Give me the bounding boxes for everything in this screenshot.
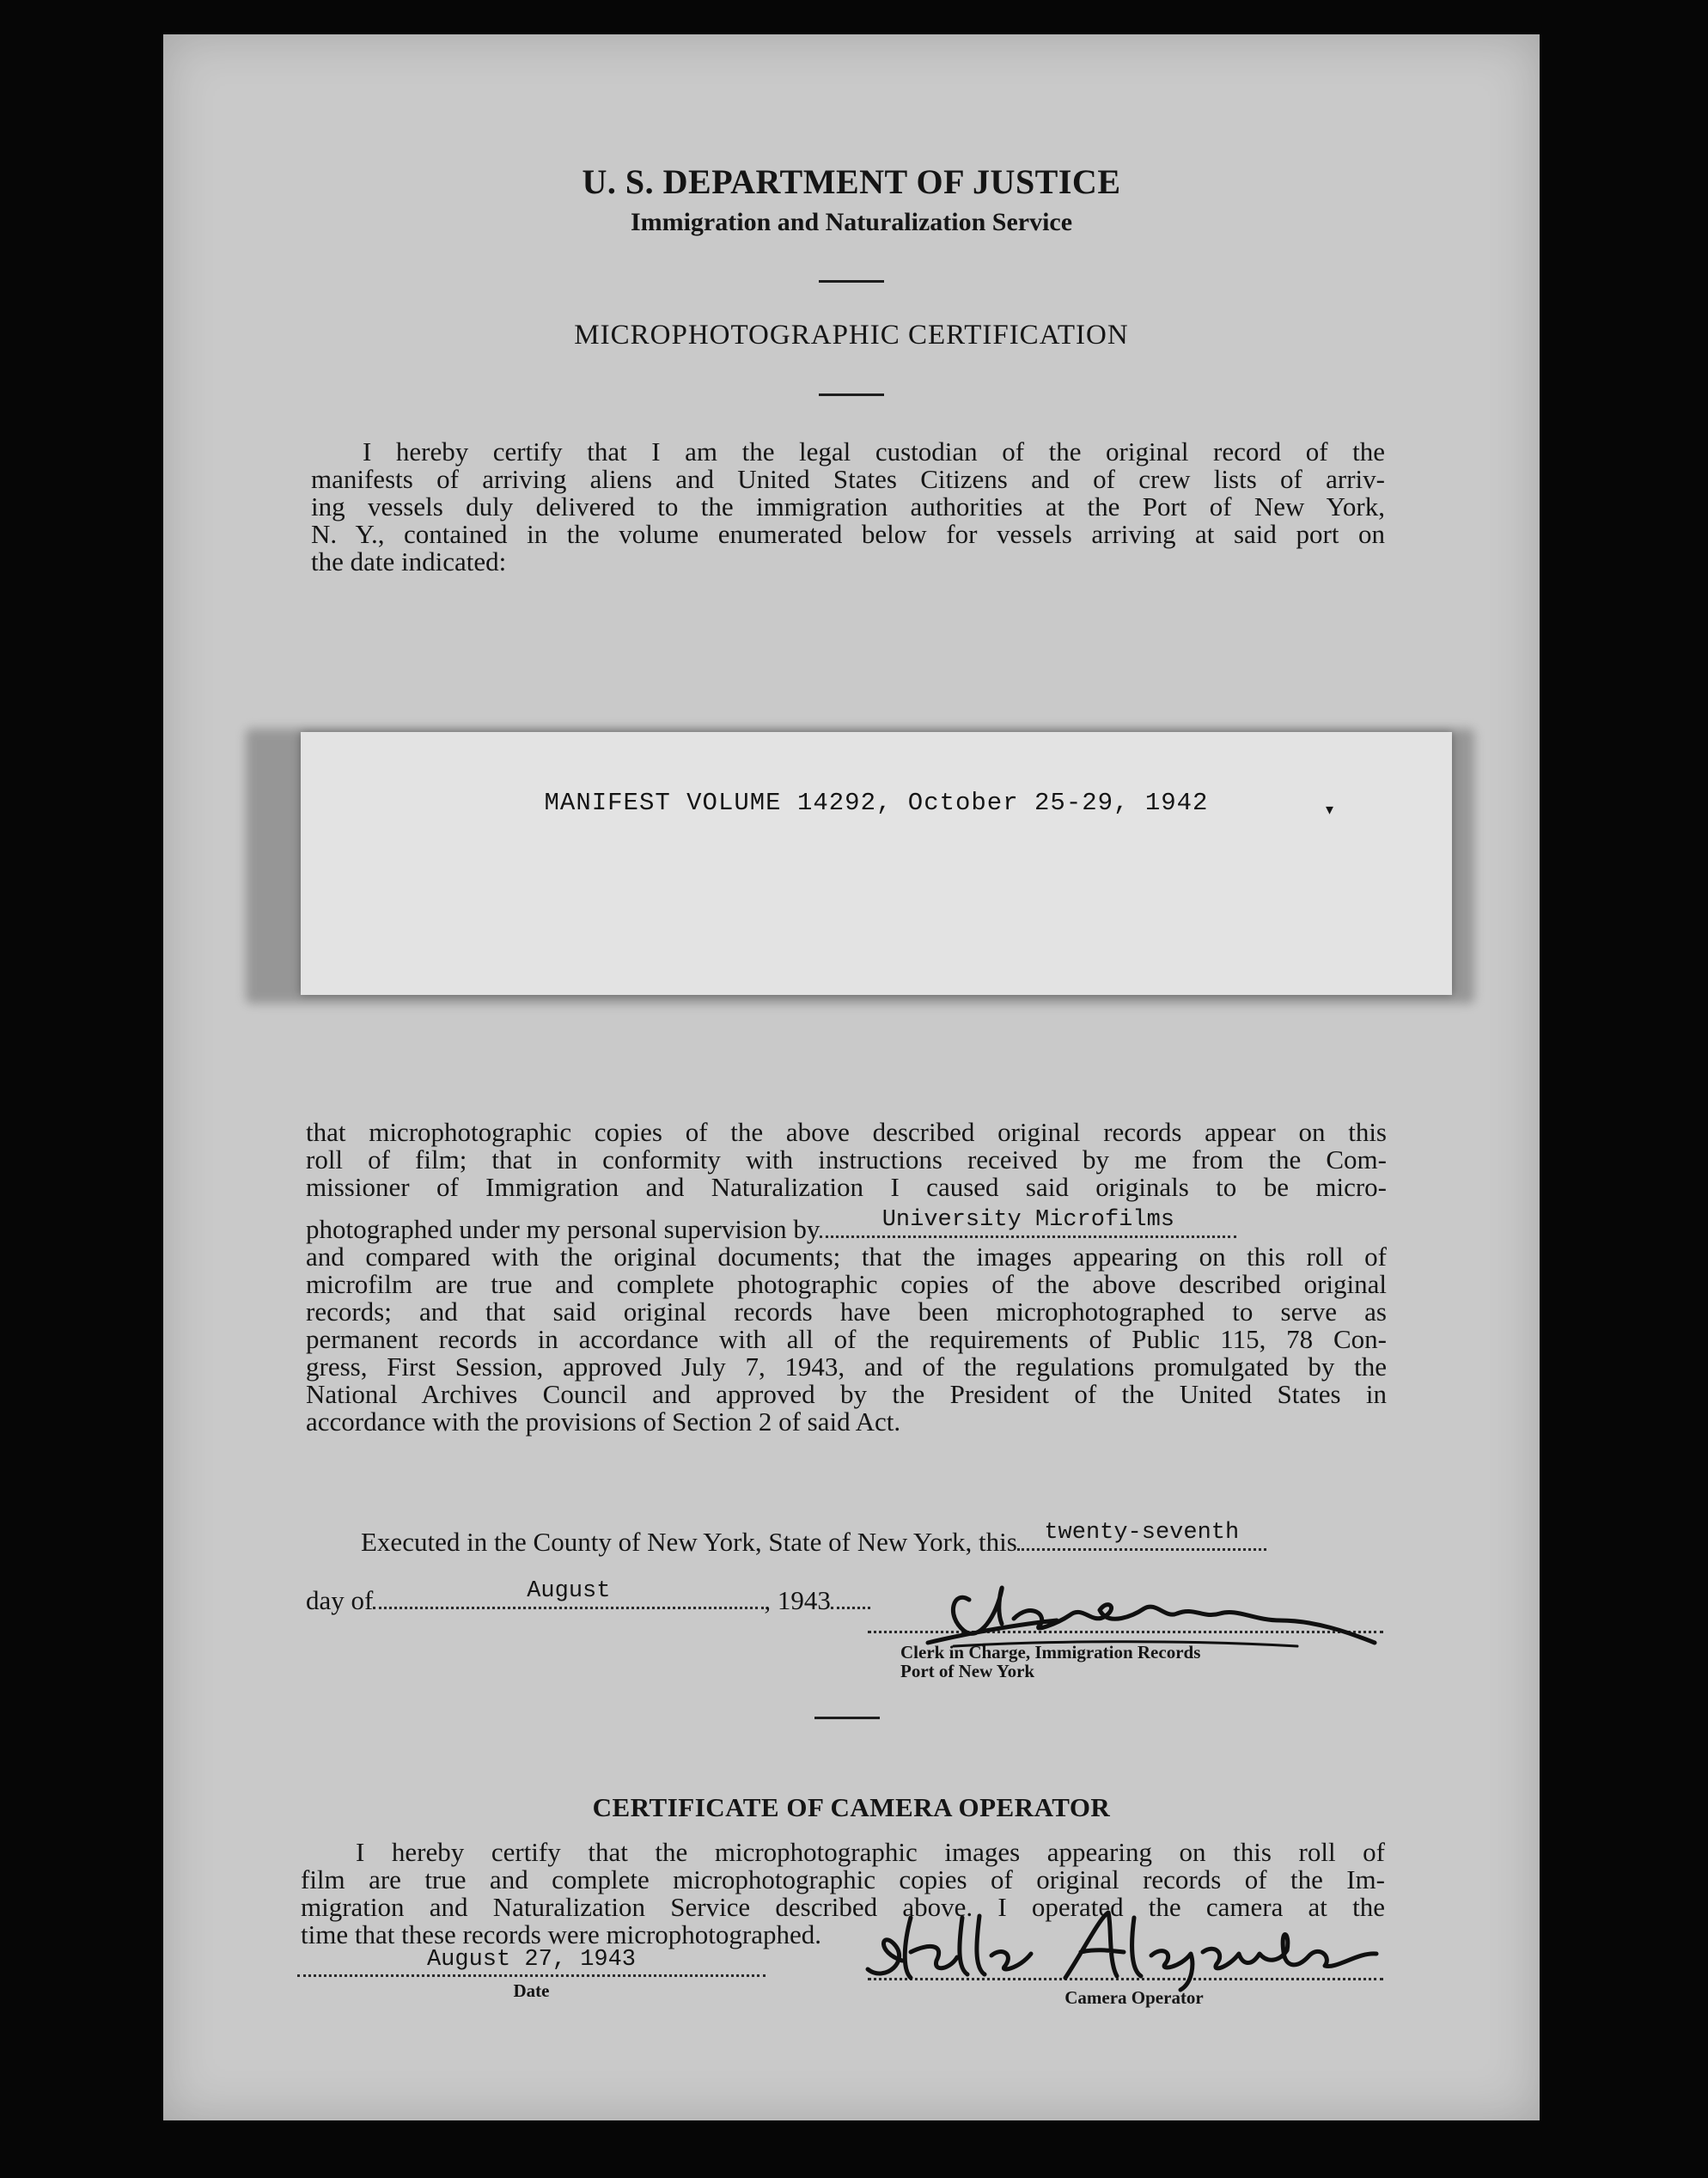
body-paragraph [306,1119,1387,1436]
month-leader [373,1578,764,1609]
body-line: that microphotographic copies of the above described original records appear on this [306,1117,1387,1147]
body-line: permanent records in accordance with all of the requirements of Public 115, 78 Con- [306,1324,1387,1354]
intro-line: ing vessels duly delivered to the immigration authorities at the Port of New York, [311,491,1385,522]
divider-mid [819,394,884,396]
supervision-prefix: photographed under my personal supervision by [306,1214,820,1244]
supervision-leader [820,1207,1236,1238]
body-line: accordance with the provisions of Section 2 of said Act. [306,1406,901,1437]
divider-camera [814,1717,880,1719]
camera-operator-label: Camera Operator [1064,1987,1204,2008]
body-line: microfilm are true and complete photographic copies of the above described original [306,1269,1387,1299]
camera-operator-signature [851,1900,1392,1995]
manifest-volume-strip [301,732,1452,995]
intro-line: N. Y., contained in the volume enumerated below for vessels arriving at said port on [311,519,1385,549]
body-line: roll of film; that in conformity with instructions received by me from the Com- [306,1144,1387,1174]
clerk-title [900,1643,1382,1681]
year-leader [831,1584,870,1609]
camera-line: I hereby certify that the microphotographic images appearing on this roll of [356,1837,1385,1867]
supervision-line [306,1207,1387,1244]
month-value: August [527,1578,611,1604]
body-line: National Archives Council and approved by the President of the United States in [306,1379,1387,1409]
certification-title: MICROPHOTOGRAPHIC CERTIFICATION [574,320,1129,351]
divider-top [819,280,884,283]
body-line: gress, First Session, approved July 7, 1943, and of the regulations promulgated by the [306,1351,1387,1382]
service-heading: Immigration and Naturalization Service [630,208,1073,236]
camera-date-label: Date [513,1980,550,2001]
day-leader [1017,1520,1266,1551]
body-line: missioner of Immigration and Naturalization I caused said originals to be micro- [306,1172,1387,1202]
department-heading: U. S. DEPARTMENT OF JUSTICE [582,162,1121,201]
intro-line: the date indicated: [311,546,507,577]
strip-mark: ▾ [1326,801,1334,818]
camera-line: film are true and complete microphotographic copies of original records of the Im- [301,1864,1385,1894]
camera-line: migration and Naturalization Service described above. I operated the camera at the [301,1892,1385,1922]
manifest-volume-text: MANIFEST VOLUME 14292, October 25-29, 1942 [544,789,1209,817]
body-line: records; and that said original records have been microphotographed to serve as [306,1296,1387,1327]
year-label: , 1943 [764,1585,831,1615]
camera-line: time that these records were microphotographed. [301,1919,821,1949]
clerk-title-line1: Clerk in Charge, Immigration Records [900,1642,1201,1662]
certificate-page [163,34,1540,2120]
camera-date-value: August 27, 1943 [426,1947,637,1973]
execution-line [361,1520,1392,1557]
day-of-label: day of [306,1585,374,1615]
clerk-title-line2: Port of New York [900,1661,1035,1681]
camera-certificate-title: CERTIFICATE OF CAMERA OPERATOR [592,1792,1111,1822]
camera-date-line [297,1974,766,1977]
execution-prefix: Executed in the County of New York, State of New York, this [361,1527,1017,1557]
day-value: twenty-seventh [1044,1520,1240,1546]
body-line: and compared with the original documents; that the images appearing on this roll of [306,1242,1387,1272]
intro-line: I hereby certify that I am the legal custodian of the original record of the [363,436,1385,467]
intro-line: manifests of arriving aliens and United States Citizens and of crew lists of arriv- [311,464,1385,494]
supervision-value: University Microfilms [881,1207,1174,1233]
intro-paragraph [311,438,1385,576]
